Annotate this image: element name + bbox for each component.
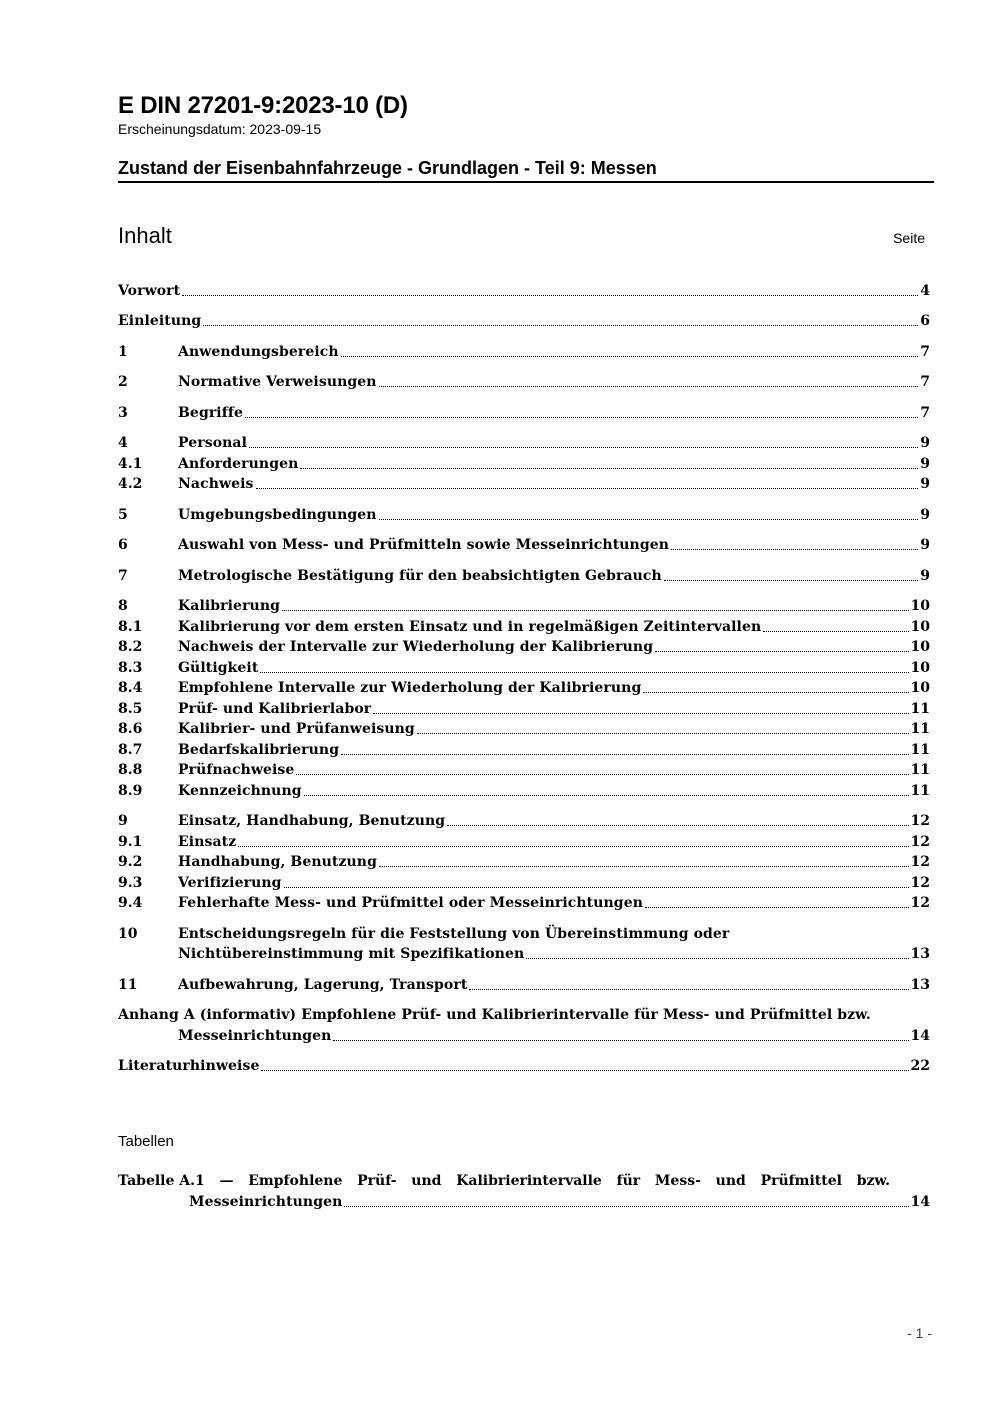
- toc-entry-page: 4: [920, 282, 930, 299]
- leader-dots: [344, 1206, 908, 1207]
- toc-entry-number: 8.4: [118, 680, 143, 696]
- toc-entry-number: 8.1: [118, 618, 143, 635]
- toc-entry-number: 6: [118, 537, 128, 553]
- toc-entry-number: 1: [118, 343, 128, 360]
- toc-entry-page: 6: [920, 313, 930, 329]
- toc-entry-page: 7: [920, 374, 930, 390]
- leader-dots: [261, 1070, 908, 1071]
- toc-entry-page: 11: [910, 700, 930, 717]
- toc-entry-label: Bedarfskalibrierung: [178, 741, 340, 758]
- toc-entry-number: 9.4: [118, 895, 143, 911]
- toc-entry-7[interactable]: [118, 565, 930, 586]
- toc-entry-label: Begriffe: [178, 404, 243, 421]
- toc-entry-label: Umgebungsbedingungen: [178, 506, 377, 523]
- toc-entry-page: 13: [910, 946, 930, 962]
- toc-entry-label: Nachweis der Intervalle zur Wiederholung der Kalibrierung: [178, 639, 654, 655]
- toc-entry-3[interactable]: [118, 402, 930, 423]
- toc-entry-page: 13: [910, 976, 930, 993]
- leader-dots: [238, 846, 908, 847]
- toc-entry-9-2[interactable]: [118, 852, 930, 873]
- toc-entry-8[interactable]: [118, 596, 930, 617]
- toc-entry-8-6[interactable]: [118, 719, 930, 740]
- toc-entry-page: 9: [920, 537, 930, 553]
- toc-entry-4-2[interactable]: [118, 474, 930, 495]
- table-entry-a1-continuation[interactable]: [118, 1191, 930, 1212]
- table-entry-page: 14: [910, 1194, 930, 1210]
- toc-entry-9-4[interactable]: [118, 893, 930, 914]
- toc-entry-page: 9: [920, 435, 930, 451]
- page-number: - 1 -: [907, 1325, 932, 1341]
- document-title: Zustand der Eisenbahnfahrzeuge - Grundlagen - Teil 9: Messen: [118, 158, 657, 178]
- toc-entry-8-7[interactable]: [118, 739, 930, 760]
- title-rule: [118, 181, 934, 183]
- toc-entry-page: 22: [910, 1058, 930, 1074]
- table-entry-word: Prüf-: [357, 1173, 397, 1189]
- toc-entry-label: Einsatz: [178, 833, 237, 850]
- toc-entry-1[interactable]: [118, 341, 930, 362]
- toc-entry-page: 10: [910, 680, 930, 696]
- toc-entry-literaturhinweise[interactable]: [118, 1056, 930, 1077]
- toc-entry-number: 8.2: [118, 639, 143, 655]
- toc-entry-anhang-a[interactable]: [118, 1005, 930, 1026]
- toc-entry-8-4[interactable]: [118, 678, 930, 699]
- toc-entry-number: 7: [118, 567, 128, 584]
- leader-dots: [664, 580, 918, 581]
- toc-entry-page: 10: [910, 598, 930, 614]
- leader-dots: [526, 958, 908, 959]
- toc-entry-label: Kalibrierung vor dem ersten Einsatz und in regelmäßigen Zeitintervallen: [178, 618, 762, 635]
- toc-entry-number: 4.2: [118, 476, 143, 492]
- toc-entry-label: Kalibrier- und Prüfanweisung: [178, 721, 415, 737]
- toc-entry-page: 9: [920, 506, 930, 523]
- leader-dots: [341, 754, 908, 755]
- toc-entry-number: 8: [118, 598, 128, 614]
- toc-entry-number: 3: [118, 404, 128, 421]
- toc-entry-10-continuation[interactable]: [118, 944, 930, 965]
- toc-entry-number: 8.5: [118, 700, 143, 717]
- toc-entry-anhang-a-continuation[interactable]: [118, 1025, 930, 1046]
- leader-dots: [379, 386, 919, 387]
- tables-heading: Tabellen: [118, 1133, 174, 1150]
- leader-dots: [182, 295, 918, 296]
- toc-entry-label: Anhang A (informativ) Empfohlene Prüf- und Kalibrierintervalle für Mess- und Prüfmittel bzw.: [118, 1007, 871, 1023]
- leader-dots: [203, 325, 918, 326]
- toc-heading: Inhalt: [118, 223, 172, 248]
- toc-entry-label: Anwendungsbereich: [178, 343, 339, 360]
- leader-dots: [379, 519, 919, 520]
- toc-entry-label: Personal: [178, 435, 248, 451]
- toc-entry-label: Handhabung, Benutzung: [178, 854, 377, 870]
- leader-dots: [417, 733, 909, 734]
- publication-date: Erscheinungsdatum: 2023-09-15: [118, 121, 322, 137]
- table-entry-a1[interactable]: [118, 1171, 890, 1191]
- leader-dots: [245, 417, 918, 418]
- table-entry-word: und: [715, 1173, 746, 1189]
- toc-entry-9[interactable]: [118, 811, 930, 832]
- leader-dots: [296, 774, 908, 775]
- toc-entry-5[interactable]: [118, 504, 930, 525]
- table-entry-word: für: [616, 1173, 641, 1189]
- leader-dots: [469, 989, 908, 990]
- leader-dots: [304, 795, 909, 796]
- toc-entry-label: Verifizierung: [178, 874, 282, 891]
- toc-entry-number: 8.6: [118, 721, 143, 737]
- table-entry-word: Prüfmittel: [760, 1173, 842, 1189]
- toc-entry-page: 12: [910, 833, 930, 850]
- toc-entry-vorwort[interactable]: [118, 280, 930, 301]
- leader-dots: [249, 447, 918, 448]
- toc-entry-2[interactable]: [118, 372, 930, 393]
- toc-entry-label: Auswahl von Mess- und Prüfmitteln sowie Messeinrichtungen: [178, 537, 670, 553]
- toc-entry-label: Prüfnachweise: [178, 762, 295, 778]
- leader-dots: [643, 692, 908, 693]
- toc-entry-6[interactable]: [118, 535, 930, 556]
- toc-entry-8-5[interactable]: [118, 698, 930, 719]
- toc-entry-label: Vorwort: [118, 282, 181, 299]
- toc-entry-label: Einleitung: [118, 313, 202, 329]
- table-entry-word: und: [411, 1173, 442, 1189]
- table-entry-word: Mess-: [654, 1173, 701, 1189]
- table-entry-word: Empfohlene: [248, 1173, 343, 1189]
- toc-entry-label: Einsatz, Handhabung, Benutzung: [178, 813, 446, 829]
- toc-entry-page: 10: [910, 659, 930, 676]
- toc-entry-page: 11: [910, 721, 930, 737]
- toc-entry-4-1[interactable]: [118, 453, 930, 474]
- leader-dots: [282, 610, 909, 611]
- table-entry-word: bzw.: [856, 1173, 890, 1189]
- leader-dots: [256, 488, 919, 489]
- toc-entry-number: 9: [118, 813, 128, 829]
- leader-dots: [645, 907, 909, 908]
- toc-entry-page: 10: [910, 618, 930, 635]
- toc-entry-label: Literaturhinweise: [118, 1058, 260, 1074]
- toc-entry-number: 9.3: [118, 874, 143, 891]
- toc-entry-label: Anforderungen: [178, 455, 299, 472]
- toc-entry-number: 4: [118, 435, 128, 451]
- toc-entry-8-3[interactable]: [118, 657, 930, 678]
- toc-entry-label: Entscheidungsregeln für die Feststellung von Übereinstimmung oder: [178, 925, 730, 942]
- toc-entry-label: Prüf- und Kalibrierlabor: [178, 700, 372, 717]
- toc-entry-number: 4.1: [118, 455, 143, 472]
- toc-entry-label-continued: Nichtübereinstimmung mit Spezifikationen: [178, 946, 525, 962]
- toc-entry-label: Normative Verweisungen: [178, 374, 377, 390]
- toc-entry-page: 11: [910, 741, 930, 758]
- toc-entry-8-2[interactable]: [118, 637, 930, 658]
- toc-entry-8-9[interactable]: [118, 780, 930, 801]
- toc-entry-page: 14: [910, 1027, 930, 1044]
- toc-entry-number: 2: [118, 374, 128, 390]
- toc-entry-number: 8.8: [118, 762, 143, 778]
- toc-entry-page: 9: [920, 455, 930, 472]
- toc-entry-label: Nachweis: [178, 476, 254, 492]
- toc-entry-number: 9.1: [118, 833, 143, 850]
- toc-entry-page: 9: [920, 476, 930, 492]
- toc-entry-page: 11: [910, 782, 930, 799]
- table-entry-label-continued: Messeinrichtungen: [189, 1194, 343, 1210]
- table-of-contents: [118, 280, 930, 1076]
- leader-dots: [341, 356, 919, 357]
- leader-dots: [300, 468, 918, 469]
- leader-dots: [284, 887, 909, 888]
- leader-dots: [373, 713, 908, 714]
- toc-entry-page: 12: [910, 854, 930, 870]
- leader-dots: [260, 672, 908, 673]
- toc-entry-number: 8.3: [118, 659, 143, 676]
- toc-entry-page: 12: [910, 874, 930, 891]
- toc-entry-label: Gültigkeit: [178, 659, 259, 676]
- tables-list: [118, 1171, 930, 1212]
- toc-entry-label: Kalibrierung: [178, 598, 280, 614]
- toc-entry-page: 11: [910, 762, 930, 778]
- toc-entry-number: 8.7: [118, 741, 143, 758]
- table-entry-word: Tabelle A.1: [118, 1173, 205, 1189]
- leader-dots: [671, 549, 918, 550]
- toc-entry-label: Kennzeichnung: [178, 782, 302, 799]
- toc-entry-page: 12: [910, 895, 930, 911]
- toc-entry-number: 9.2: [118, 854, 143, 870]
- toc-entry-page: 10: [910, 639, 930, 655]
- leader-dots: [447, 825, 908, 826]
- table-entry-word: —: [219, 1173, 234, 1189]
- toc-entry-9-3[interactable]: [118, 872, 930, 893]
- toc-entry-page: 12: [910, 813, 930, 829]
- toc-entry-page: 7: [920, 343, 930, 360]
- leader-dots: [379, 866, 909, 867]
- toc-entry-einleitung[interactable]: [118, 311, 930, 332]
- toc-entry-number: 5: [118, 506, 128, 523]
- toc-page-column-heading: Seite: [893, 230, 925, 246]
- leader-dots: [763, 631, 908, 632]
- toc-entry-4[interactable]: [118, 433, 930, 454]
- toc-entry-label: Empfohlene Intervalle zur Wiederholung der Kalibrierung: [178, 680, 642, 696]
- toc-entry-number: 11: [118, 976, 138, 993]
- leader-dots: [655, 651, 908, 652]
- toc-entry-label: Fehlerhafte Mess- und Prüfmittel oder Messeinrichtungen: [178, 895, 643, 911]
- table-entry-word: Kalibrierintervalle: [456, 1173, 602, 1189]
- toc-entry-8-1[interactable]: [118, 616, 930, 637]
- toc-entry-page: 9: [920, 567, 930, 584]
- toc-entry-8-8[interactable]: [118, 760, 930, 781]
- toc-entry-10[interactable]: [118, 923, 930, 944]
- document-id: E DIN 27201-9:2023-10 (D): [118, 92, 408, 119]
- toc-entry-label: Metrologische Bestätigung für den beabsichtigten Gebrauch: [178, 567, 662, 584]
- toc-entry-page: 7: [920, 404, 930, 421]
- toc-entry-9-1[interactable]: [118, 831, 930, 852]
- toc-entry-11[interactable]: [118, 974, 930, 995]
- toc-entry-label-continued: Messeinrichtungen: [178, 1027, 332, 1044]
- leader-dots: [333, 1040, 908, 1041]
- toc-entry-label: Aufbewahrung, Lagerung, Transport: [178, 976, 468, 993]
- toc-entry-number: 8.9: [118, 782, 143, 799]
- toc-entry-number: 10: [118, 925, 138, 942]
